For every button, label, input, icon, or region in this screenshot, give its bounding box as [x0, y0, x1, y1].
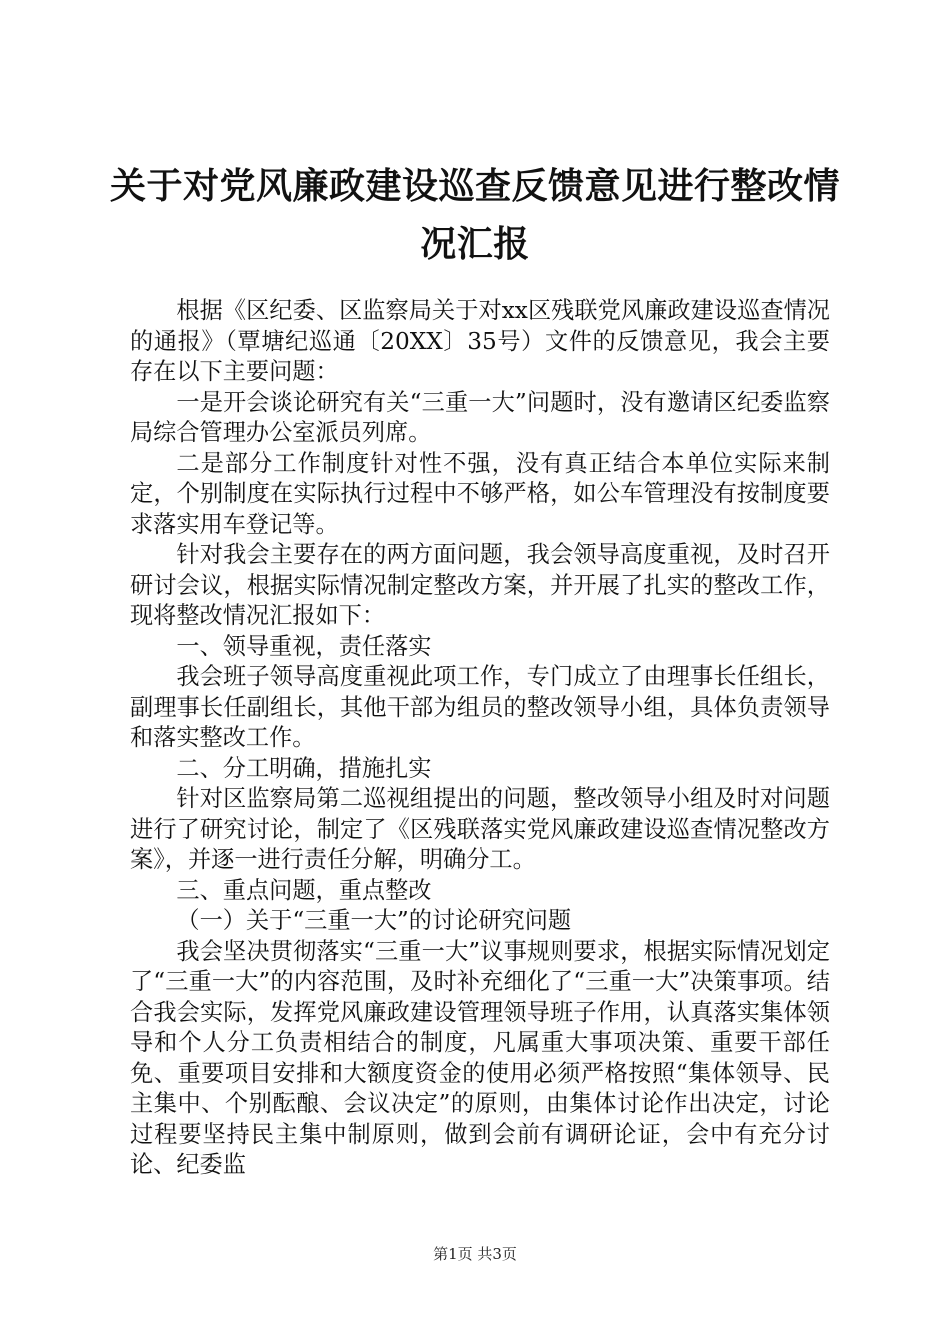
- document-title: 关于对党风廉政建设巡查反馈意见进行整改情况汇报: [109, 166, 840, 265]
- subsection-heading: （一）关于“三重一大”的讨论研究问题: [176, 907, 572, 934]
- section-heading: 一、领导重视，责任落实: [176, 632, 432, 660]
- paragraph: 针对区监察局第二巡视组提出的问题，整改领导小组及时对问题进行了研究讨论，制定了《区残联落实党风廉政建设巡查情况整改方案》，并逐一进行责任分解，明确分工。: [130, 785, 830, 873]
- paragraph: 二是部分工作制度针对性不强，没有真正结合本单位实际来制定，个别制度在实际执行过程中不够严格，如公车管理没有按制度要求落实用车登记等。: [130, 449, 830, 538]
- paragraph: 针对我会主要存在的两方面问题，我会领导高度重视，及时召开研讨会议，根据实际情况制定整改方案，并开展了扎实的整改工作，现将整改情况汇报如下：: [130, 541, 830, 629]
- paragraph: 一是开会谈论研究有关“三重一大”问题时，没有邀请区纪委监察局综合管理办公室派员列席。: [130, 388, 830, 446]
- section-heading: 三、重点问题，重点整改: [176, 876, 432, 904]
- document-body: [130, 296, 830, 1181]
- page-footer: 第1页 共3页: [433, 1245, 517, 1263]
- paragraph: 我会班子领导高度重视此项工作，专门成立了由理事长任组长，副理事长任副组长，其他干部为组员的整改领导小组，具体负责领导和落实整改工作。: [130, 663, 830, 751]
- paragraph: 根据《区纪委、区监察局关于对xx区残联党风廉政建设巡查情况的通报》（覃塘纪巡通〔20XX〕35号）文件的反馈意见，我会主要存在以下主要问题：: [130, 297, 830, 385]
- paragraph: 我会坚决贯彻落实“三重一大”议事规则要求，根据实际情况划定了“三重一大”的内容范围，及时补充细化了“三重一大”决策事项。结合我会实际，发挥党风廉政建设管理领导班子作用，认真落实集体领导和个人分工负责相结合的制度，凡属重大事项决策、重要干部任免、重要项目安排和大额度资金的使用必须严格按照“集体领导、民主集中、个别酝酿、会议决定”的原则，由集体讨论作出决定，讨论过程要坚持民主集中制原则，做到会前有调研论证，会中有充分讨论、纪委监: [130, 937, 830, 1178]
- section-heading: 二、分工明确，措施扎实: [176, 754, 432, 782]
